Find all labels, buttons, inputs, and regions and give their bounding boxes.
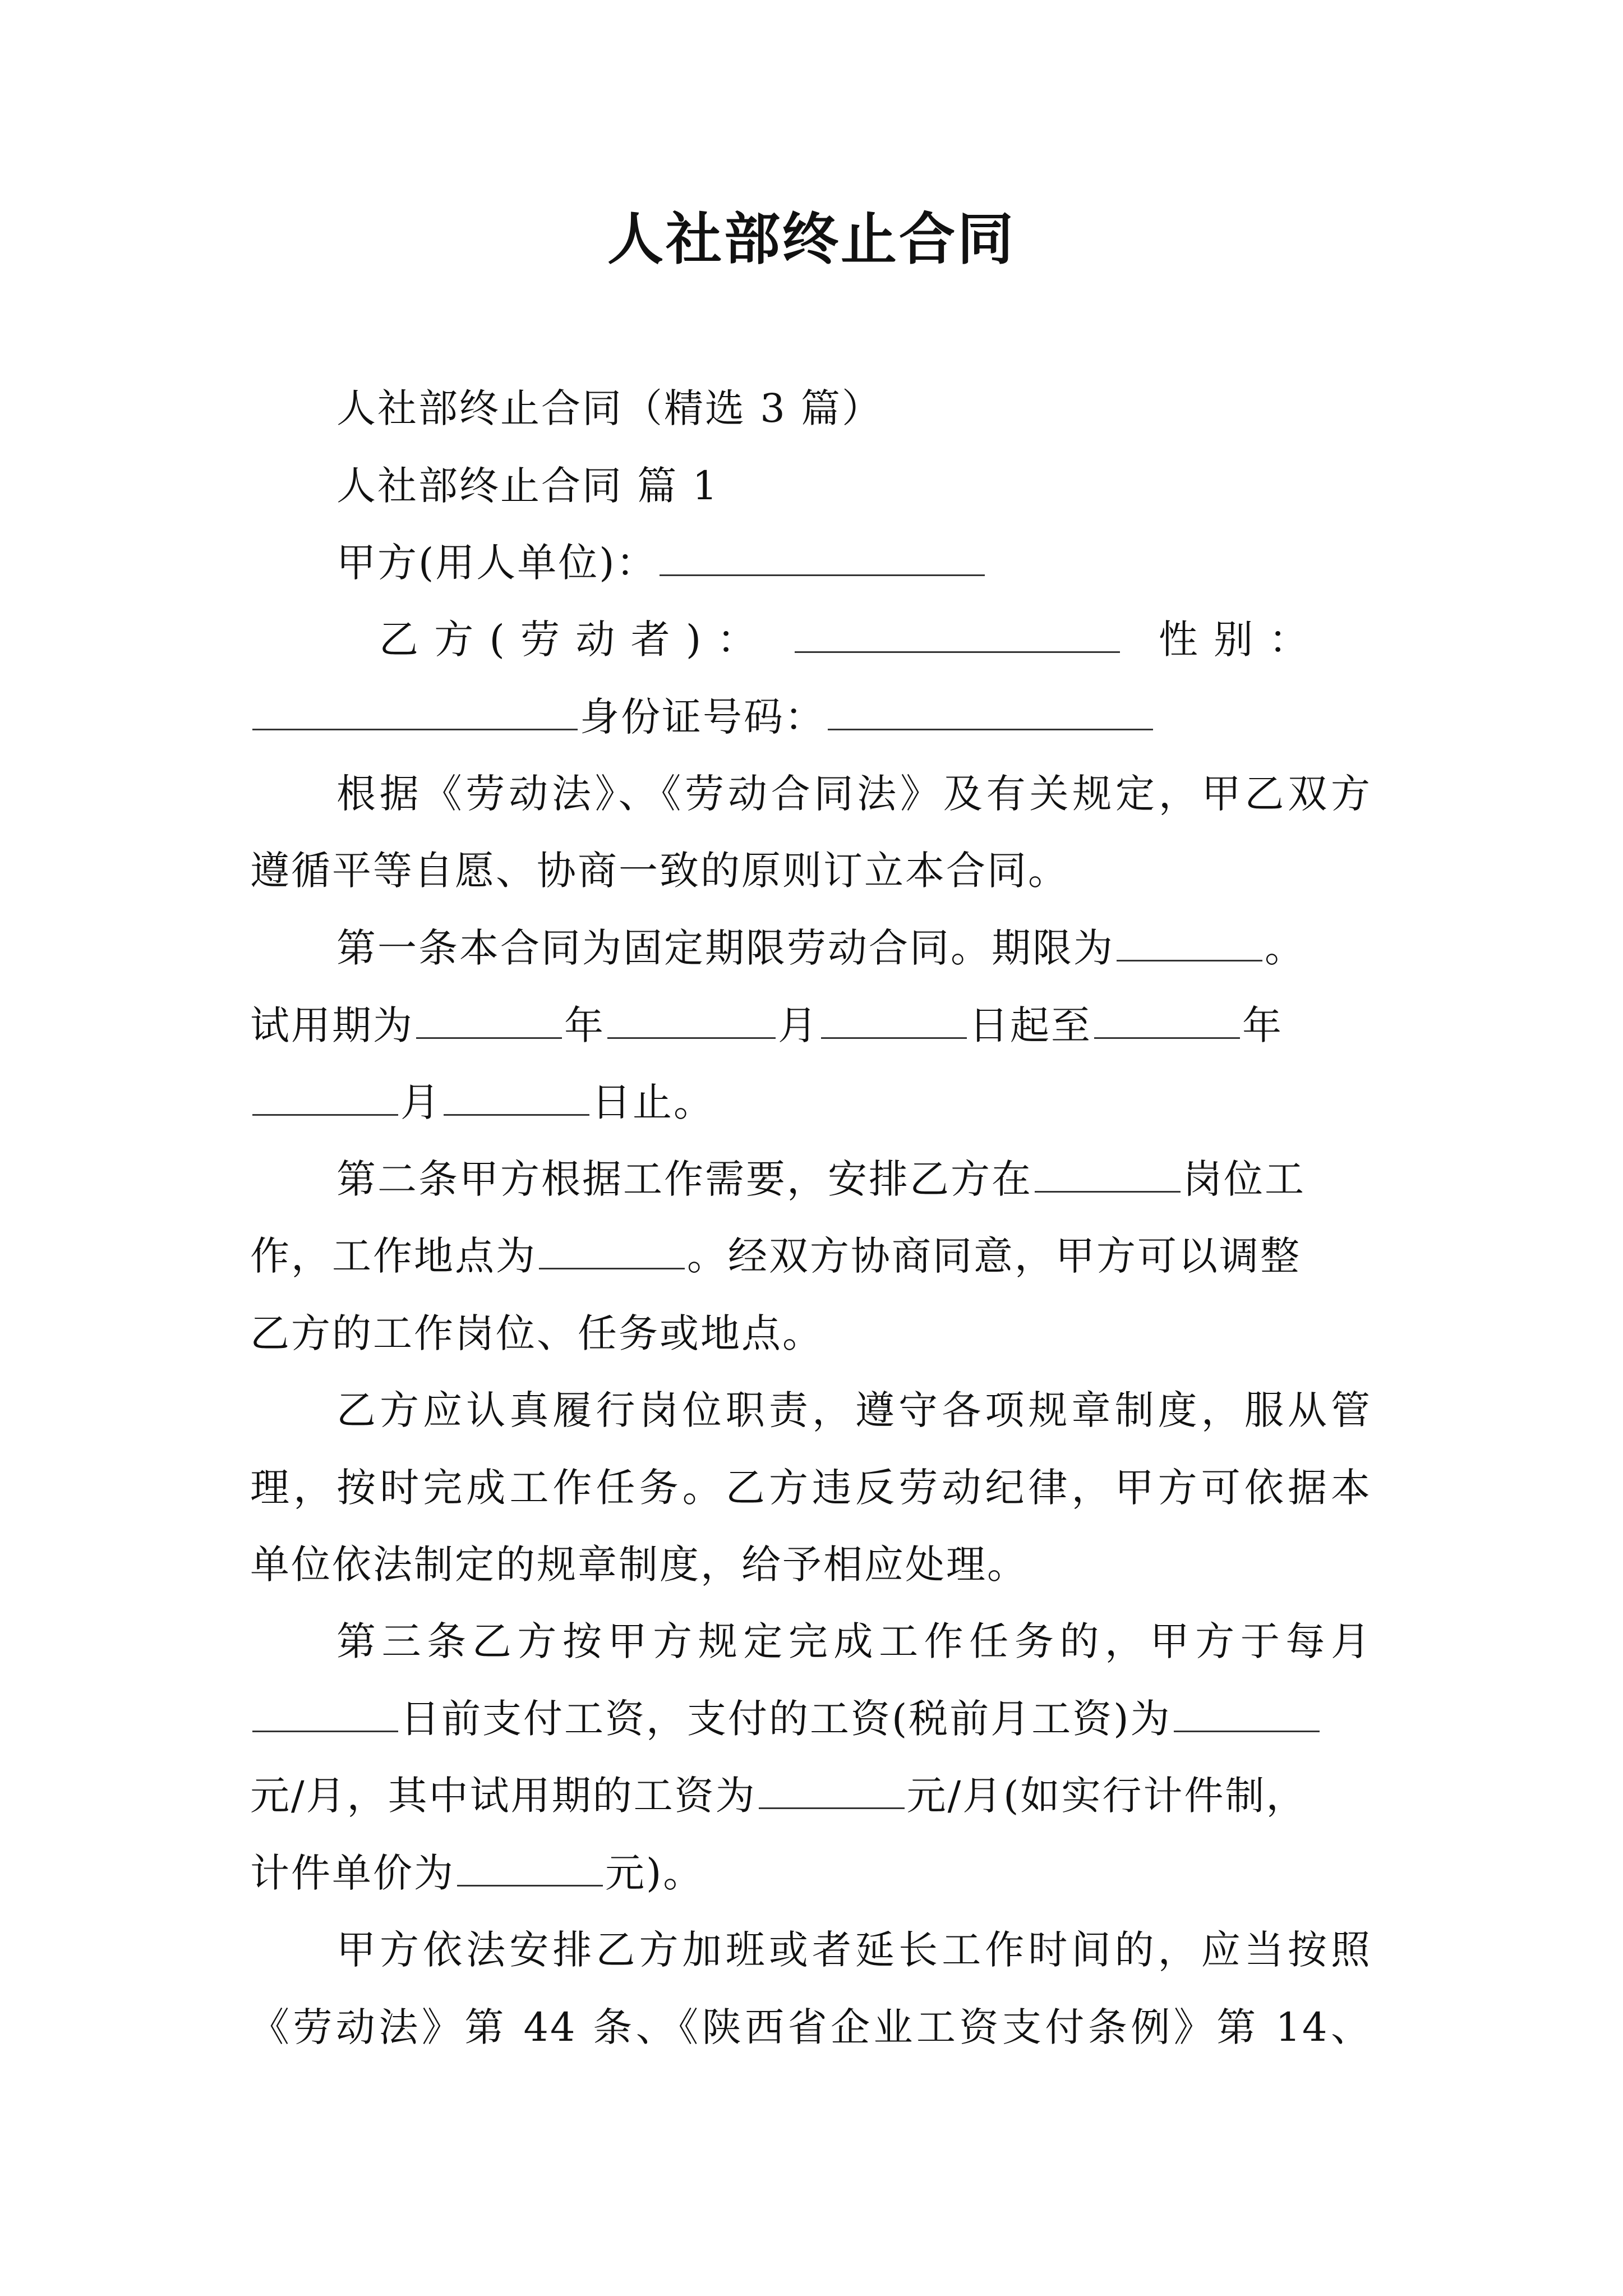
- gender-label: 性 别 ：: [1158, 616, 1310, 662]
- position-blank[interactable]: [1035, 1156, 1181, 1193]
- duty-line-1: 乙方应认真履行岗位职责，遵守各项规章制度，服从管: [336, 1387, 1372, 1433]
- article-1-line-1: [336, 921, 1306, 975]
- year-label-2: 年: [1242, 1002, 1283, 1048]
- party-a-line: [336, 536, 987, 590]
- trial-end-month-blank[interactable]: [252, 1079, 398, 1116]
- wage-label: 日前支付工资，支付的工资(税前月工资)为: [400, 1696, 1172, 1742]
- article-1-line-3: [250, 1075, 714, 1129]
- party-a-label: 甲方(用人单位)：: [336, 540, 657, 586]
- section-heading: 人社部终止合同 篇 1: [336, 463, 720, 509]
- id-blank[interactable]: [828, 694, 1153, 730]
- article-3-line-2: [250, 1692, 1322, 1746]
- article-2-line-3: 乙方的工作岗位、任务或地点。: [250, 1310, 823, 1356]
- unit-price-end: 元)。: [605, 1850, 704, 1896]
- subtitle: 人社部终止合同（精选 3 篇）: [336, 385, 883, 431]
- article-2-text-2: 。经双方协商同意，甲方可以调整: [687, 1233, 1301, 1279]
- trial-wage-blank[interactable]: [759, 1773, 905, 1809]
- article-1-line-2: [250, 999, 1283, 1052]
- trial-end-year-blank[interactable]: [1094, 1002, 1240, 1039]
- month-label: 月: [778, 1002, 819, 1048]
- article-1-text: 第一条本合同为固定期限劳动合同。期限为: [336, 925, 1114, 971]
- trial-start-month-blank[interactable]: [607, 1002, 776, 1039]
- id-line: [250, 690, 1155, 744]
- gender-blank[interactable]: [252, 694, 578, 730]
- term-blank[interactable]: [1117, 925, 1262, 961]
- party-a-blank[interactable]: [660, 540, 985, 576]
- id-label: 身份证号码：: [580, 694, 826, 740]
- para-intro-line-2: 遵循平等自愿、协商一致的原则订立本合同。: [250, 848, 1069, 894]
- article-2-line-1: [336, 1152, 1306, 1206]
- workplace-blank[interactable]: [539, 1233, 685, 1269]
- overtime-line-2: 《劳动法》第 44 条、《陕西省企业工资支付条例》第 14、: [250, 2004, 1372, 2050]
- article-3-line-1: 第三条乙方按甲方规定完成工作任务的，甲方于每月: [336, 1618, 1372, 1664]
- duty-line-3: 单位依法制定的规章制度，给予相应处理。: [250, 1542, 1028, 1588]
- trial-start-day-blank[interactable]: [821, 1002, 967, 1039]
- day-to-label: 日起至: [969, 1002, 1092, 1048]
- trial-wage-label: 元/月，其中试用期的工资为: [250, 1773, 757, 1819]
- para-intro-line-1: 根据《劳动法》、《劳动合同法》及有关规定，甲乙双方: [336, 771, 1372, 817]
- trial-start-year-blank[interactable]: [416, 1002, 562, 1039]
- year-label: 年: [564, 1002, 605, 1048]
- unit-price-label: 计件单价为: [250, 1850, 455, 1896]
- month-label-2: 月: [400, 1079, 441, 1125]
- wage-blank[interactable]: [1174, 1696, 1320, 1732]
- party-b-label: 乙 方 ( 劳 动 者 ) ：: [379, 616, 758, 662]
- article-1-end: 。: [1265, 925, 1306, 971]
- party-b-line: [379, 613, 1310, 666]
- duty-line-2: 理，按时完成工作任务。乙方违反劳动纪律，甲方可依据本: [250, 1465, 1372, 1511]
- article-2-line-2: [250, 1229, 1301, 1283]
- payday-blank[interactable]: [252, 1696, 398, 1732]
- article-2-text-end: 岗位工: [1183, 1156, 1306, 1202]
- article-2-text: 第二条甲方根据工作需要，安排乙方在: [336, 1156, 1032, 1202]
- overtime-line-1: 甲方依法安排乙方加班或者延长工作时间的，应当按照: [336, 1927, 1372, 1973]
- workplace-label: 作，工作地点为: [250, 1233, 537, 1279]
- unit-price-blank[interactable]: [457, 1850, 603, 1887]
- piece-rate-label: 元/月(如实行计件制，: [906, 1773, 1307, 1819]
- trial-end-day-blank[interactable]: [444, 1079, 589, 1116]
- day-end-label: 日止。: [592, 1079, 714, 1125]
- trial-label: 试用期为: [250, 1002, 414, 1048]
- party-b-blank[interactable]: [795, 616, 1120, 653]
- article-3-line-4: [250, 1846, 704, 1900]
- article-3-line-3: [250, 1769, 1307, 1823]
- document-title: 人社部终止合同: [607, 206, 1016, 272]
